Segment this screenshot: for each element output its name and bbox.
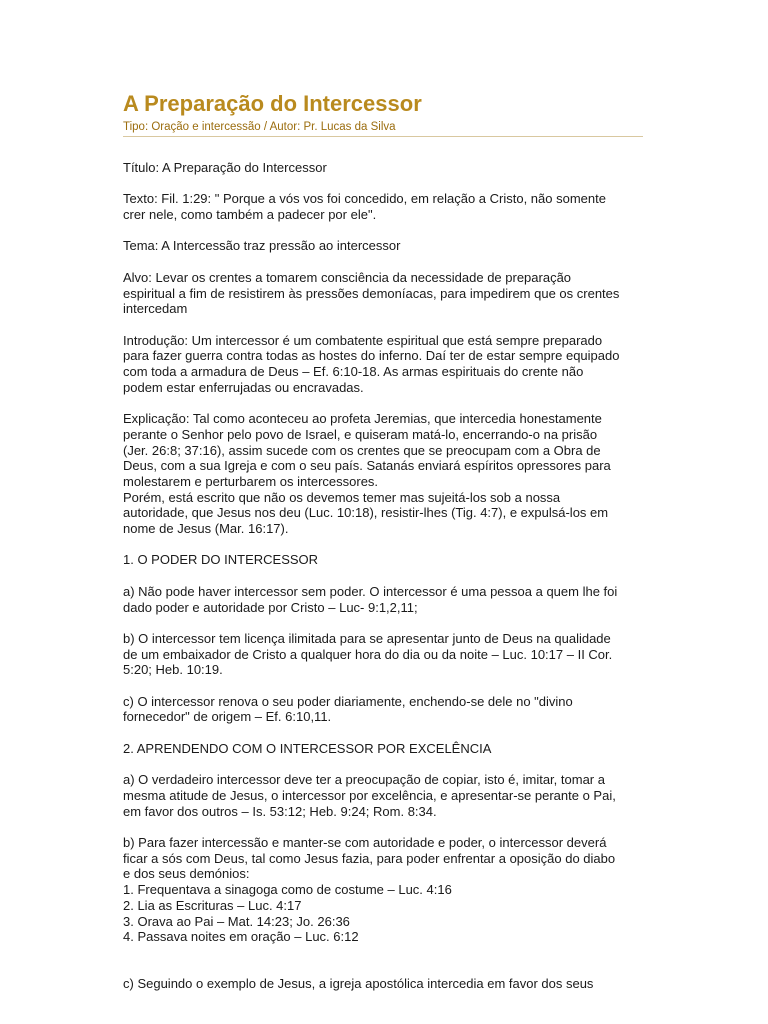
text-line: 1. O PODER DO INTERCESSOR xyxy=(123,552,319,568)
paragraph-alvo xyxy=(123,270,643,317)
text-line: Título: A Preparação do Intercessor xyxy=(123,160,327,175)
paragraph-2b xyxy=(123,835,643,945)
document-body xyxy=(123,160,643,1008)
text-line: dado poder e autoridade por Cristo – Luc- 9:1,2,11; xyxy=(123,599,418,615)
text-line: 5:20; Heb. 10:19. xyxy=(123,662,223,678)
text-line: a) Não pode haver intercessor sem poder. O intercessor é uma pessoa a quem lhe foi xyxy=(123,583,618,599)
text-line: fornecedor" de origem – Ef. 6:10,11. xyxy=(123,709,332,725)
text-line: Explicação: Tal como aconteceu ao profeta Jeremias, que intercedia honestamente xyxy=(123,411,602,427)
spacer xyxy=(123,961,643,977)
paragraph-explicacao xyxy=(123,411,643,537)
text-line: Deus, com a sua Igreja e com o seu país. Satanás enviará espíritos opressores para xyxy=(123,458,611,474)
list-item: 2. Lia as Escrituras – Luc. 4:17 xyxy=(123,897,302,913)
paragraph-tema xyxy=(123,238,643,254)
text-line: e dos seus demónios: xyxy=(123,866,250,882)
text-line: Texto: Fil. 1:29: " Porque a vós vos foi concedido, em relação a Cristo, não somente xyxy=(123,191,606,207)
page-title: A Preparação do Intercessor xyxy=(123,91,422,116)
document-meta: Tipo: Oração e intercessão / Autor: Pr. Lucas da Silva xyxy=(123,121,396,133)
document-header xyxy=(123,90,643,137)
paragraph-introducao xyxy=(123,333,643,396)
text-line: de um embaixador de Cristo a qualquer hora do dia ou da noite – Luc. 10:17 – II Cor. xyxy=(123,646,613,662)
paragraph-titulo xyxy=(123,160,643,176)
paragraph-1a xyxy=(123,584,643,615)
text-line: a) O verdadeiro intercessor deve ter a preocupação de copiar, isto é, imitar, tomar a xyxy=(123,772,605,788)
text-line: perante o Senhor pelo povo de Israel, e quiseram matá-lo, encerrando-o na prisão xyxy=(123,426,598,442)
text-line: em favor dos outros – Is. 53:12; Heb. 9:24; Rom. 8:34. xyxy=(123,803,437,819)
text-line: podem estar enferrujadas ou encravadas. xyxy=(123,379,364,395)
text-line: c) Seguindo o exemplo de Jesus, a igreja apostólica intercedia em favor dos seus xyxy=(123,976,594,992)
list-item: 1. Frequentava a sinagoga como de costume – Luc. 4:16 xyxy=(123,882,452,898)
list-item: 3. Orava ao Pai – Mat. 14:23; Jo. 26:36 xyxy=(123,913,350,929)
section-heading-1 xyxy=(123,552,643,568)
header-divider xyxy=(123,136,643,137)
text-line: 2. APRENDENDO COM O INTERCESSOR POR EXCELÊNCIA xyxy=(123,740,492,756)
text-line: b) Para fazer intercessão e manter-se com autoridade e poder, o intercessor deverá xyxy=(123,835,607,851)
text-line: (Jer. 26:8; 37:16), assim sucede com os crentes que se preocupam com a Obra de xyxy=(123,442,601,458)
text-line: ficar a sós com Deus, tal como Jesus fazia, para poder enfrentar a oposição do diabo xyxy=(123,850,616,866)
text-line: intercedam xyxy=(123,301,188,317)
text-line: Introdução: Um intercessor é um combatente espiritual que está sempre preparado xyxy=(123,332,603,348)
text-line: com toda a armadura de Deus – Ef. 6:10-18. As armas espirituais do crente não xyxy=(123,364,584,380)
paragraph-1b xyxy=(123,631,643,678)
text-line: crer nele, como também a padecer por ele". xyxy=(123,207,377,223)
text-line: b) O intercessor tem licença ilimitada para se apresentar junto de Deus na qualidade xyxy=(123,630,611,646)
paragraph-2c xyxy=(123,976,643,992)
text-line: Tema: A Intercessão traz pressão ao intercessor xyxy=(123,238,401,254)
text-line: Porém, está escrito que não os devemos temer mas sujeitá-los sob a nossa xyxy=(123,489,561,505)
text-line: molestarem e perturbarem os intercessores. xyxy=(123,473,379,489)
text-line: espiritual a fim de resistirem às pressões demoníacas, para impedirem que os crentes xyxy=(123,285,620,301)
text-line: mesma atitude de Jesus, o intercessor por excelência, e apresentar-se perante o Pai, xyxy=(123,787,616,803)
list-item: 4. Passava noites em oração – Luc. 6:12 xyxy=(123,929,359,945)
text-line: c) O intercessor renova o seu poder diariamente, enchendo-se dele no "divino xyxy=(123,693,573,709)
text-line: Alvo: Levar os crentes a tomarem consciência da necessidade de preparação xyxy=(123,269,572,285)
text-line: autoridade, que Jesus nos deu (Luc. 10:18), resistir-lhes (Tig. 4:7), e expulsá-los em xyxy=(123,505,609,521)
paragraph-texto xyxy=(123,191,643,222)
paragraph-1c xyxy=(123,694,643,725)
paragraph-2a xyxy=(123,772,643,819)
text-line: para fazer guerra contra todas as hostes do inferno. Daí ter de estar sempre equipado xyxy=(123,348,620,364)
section-heading-2 xyxy=(123,741,643,757)
text-line: nome de Jesus (Mar. 16:17). xyxy=(123,521,289,537)
